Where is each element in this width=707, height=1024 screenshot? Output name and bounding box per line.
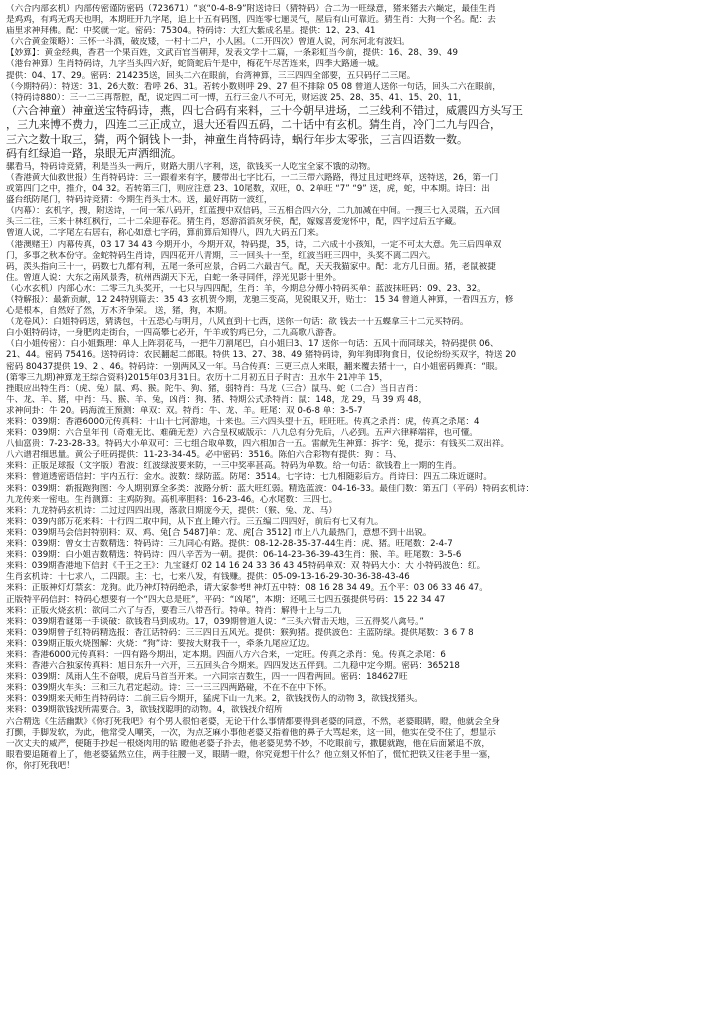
text-line: （香港黄大仙救世报）生肖特码诗：三一跟着来有字，腰带出七字比石，一二三带六路路，得过且过吧终草，送特送，26，第一门 <box>6 172 499 183</box>
text-line: 六合精选《生活幽默》《你打死我吧》有个男人很怕老婆，无论干什么事情都要得到老婆的同意，不然，老婆眼睛，瞪，他就会全身 <box>6 716 501 727</box>
text-line: 曾道人说，二字尾左右居右，称心如意七字码，算前算后知得八，四九大码五门来。 <box>6 228 324 239</box>
text-line: 眼看要追随着上了，他老婆猛然立住，两手往腰一叉，眼睛一瞪，你究竟想干什么？他立刻又怀怕了，慌忙把铁又往老手里一塞， <box>6 749 496 760</box>
text-line: 你，你打死我吧！ <box>6 760 75 771</box>
text-line: 来料：039期：曾女士吉数精选：特码诗：三九同心有路。提供：08-12-28-35-37-44生肖：虎、猪。旺尾数：2-4-7 <box>6 539 453 550</box>
text-line: 来料：香港6000元传真料：一四有路今期出，定本期。四面八方六合来，一定旺。传真之杀肖：兔。传真之杀尾：6 <box>6 649 446 660</box>
text-line: 八仙富贵：7-23-28-33。特码大小单双可：三七组合取单数，四六相加合一五。雷献先生神算：拆字：兔，提示：有钱买二双出祥。 <box>6 439 510 450</box>
text-line: 来料：039期：六合皇年刊（奇难无比、难确无差）六合皇权威版示：八九总有分先后，八必到。五声六律释端祥，也可懂。 <box>6 428 478 439</box>
text-line: （港台神算）生肖特码诗，九字当头四六好，蛇筒蛇后午是中，梅花午尽苦连来，四季大路通一城。 <box>6 59 385 70</box>
text-line: 来料：039期马会信封特别料：双、鸡、兔[合 5487]单：龙、虎[合 3512] 市上八九最热门，意想不到十出锐。 <box>6 527 432 538</box>
text-line: 来料：九龙特码玄机诗：二过过四四出现，落款日期庞今天，提供：（猴、兔、龙、马） <box>6 505 337 516</box>
text-line: 求神问卦：牛 20。码海流王预测：单双：双。特肖：牛、龙、羊。旺尾：双 0-6-8 单：3-5-7 <box>6 405 363 416</box>
text-line: （心水玄机）内部心水：二零三九头奖开，一七只与四四配，生肖：羊，今期总分傅小特码买单：蓝波抹旺码：09、23、32。 <box>6 283 486 294</box>
text-line: （今期特码）：特送：31、26大数：看呼 26、31。若转小数则呼 29、27 但不排除 05 08 曾道人送你一句话，回头二六在眼前， <box>6 81 501 92</box>
text-line: 码，羡头指向三十一，码数七九都有利，五尾一条可应景，合码二六最吉气。配，天天我猫家中。配：北方几日面。猪，老鼠被捷 <box>6 261 496 272</box>
text-line: 来料：正版足球报（文字版）看波：红波绿波要来防，一三中奖率甚高。特码为单数。给一句话：欲钱看上一期的生肖。 <box>6 461 462 472</box>
text-line: 盛台纸防尾门，特码诗竞猜：今期生肖头士木。送，最好再防一波红， <box>6 195 273 206</box>
text-line: 来料：039期香港地下信封《千王之王》：九宝谜灯 02 14 16 24 33 36 43 45特码单双：双 特码大小：大 小特码波色：红。 <box>6 561 486 572</box>
text-line: 正版特平码信封：特码心想要有一个“四大总是旺”，平码：“凶尾”，本期：还吼三七四五强提供号码：15 22 34 47 <box>6 594 446 605</box>
text-line: ，三九来博不费力，四连二三正成立，退大还看四五码，二十话中有玄机。猜生肖，冷门二九与四合， <box>6 118 501 132</box>
text-line: 庙里求神拜佛。配：中奖就一定。密码：75304。特码诗：大红大紫成名星。提供：12、23、41 <box>6 26 376 37</box>
text-line: 头三二往，三来十林红枫行，二十二朵迎春花。猜生肖，怒游滔滔灰牙侯，配，嫁嫁喜爱宠怀中，配，四字过后五字藏。 <box>6 217 462 228</box>
text-line: 21、44。密码 75416。送特码诗：农民翻起二郎眼。特供 13、27、38、49 猪特码诗，狗年狗即狗食日，仪论纷纷买双字，特送 20 <box>6 350 517 361</box>
text-line: 来料：039期欲钱找所需要合。3，欲钱找聪明的动物。4，欲钱找介绍所 <box>6 705 283 716</box>
text-line: 来料：039期：白小姐吉数精选：特码诗：四八辛苦为一朝。提供：06-14-23-36-39-43生肖：猴、羊。旺尾数：3-5-6 <box>6 550 462 561</box>
text-line: 挫眼应出特生肖：（虎、兔）鼠、鸡、猴。陀牛、狗、猪，弱特肖：马龙（三合）鼠马、蛇（二合）当日吉肖： <box>6 383 423 394</box>
text-line: （内幕）：玄机字，搜，附送诗，一问一笨八码开，红蓝搜中双信码，三五相合四六分，二九加减在中间。一搜三七入灵瑞，五六回 <box>6 206 501 217</box>
text-line: （白小姐传密）：白小姐甄理：单人上阵羽花马，一把牛刀割尾巴，白小姐曰3、17 送你一句话：五风十而同球关，特码提供 06、 <box>6 339 499 350</box>
text-line: （特码诗880）：三一二三再帮腔，配，说定四二可一博，五行三金八不可无，财运波 25、28、35、41、15、20、11， <box>6 92 467 103</box>
text-line: 来料：039期看谜第一手谈破：欲钱看马到成功。17，039期曾道人说：“三头六臂击天地，三五得奖八禽号。” <box>6 616 424 627</box>
text-line: 八六谱君细思量。黄公子旺码提供：11-23-34-45。必中密码：3516。陈伯六合彩物有提供：狗 ：马、 <box>6 450 402 461</box>
text-line: 心是根本，自然好了然，万木齐争荣。 送，猪，狗，本期。 <box>6 306 233 317</box>
text-line: 三六之数十取三，猜，两个铜钱卜一卦，神童生肖特码诗，蜗行年步太零张，三言四语数一数。 <box>6 132 468 146</box>
text-line: 提供：04、17、29。密码：214235送，回头二六在眼前，台湾神算，三三四四全部要，五只码仔二三尾。 <box>6 70 416 81</box>
text-line: 来料：香港六合独家传真料：旭日东升一六开，三五回头合今期来。四四发达五伴到。二九稳中定今期。密码：365218 <box>6 661 460 672</box>
text-line: 生肖玄机诗：十七求八，二四跟。主：七，七来八发，有钱赚。提供：05-09-13-16-29-30-36-38-43-46 <box>6 572 410 583</box>
text-line: 门，多事之秋本份守。金蛇特码生肖诗，四四花开八青期，三一回头十一至，红波当旺三四中，头奖不离二四六。 <box>6 250 436 261</box>
text-line: 来料：039内部万花来料：十行四二取中间，从下直上睡六行。三五编二四四好，前后有七又有九。 <box>6 516 384 527</box>
text-line: 密码 80437提供 19、2 、46。特码诗：一别两风又一年。马合传真：三更三点人来眼，翻来覆去猪十一，白小姐密码舞真：“眼。 <box>6 361 504 372</box>
text-line: 来料：正版火烧玄机：欲问二六了与否，要看三八带吾行。特单。特肖：解得十上与二九 <box>6 605 342 616</box>
text-line: 来料：039期来天师生肖特码诗：二前三后今期开，猛虎下山一九来。2，欲钱找伤人的动物 3，欲钱找猪头。 <box>6 694 423 705</box>
text-line: （六合神童）神童送宝特码诗，燕，四七合码有来料，三十今朝早进场，二三线利不错过，威震四方头写王 <box>6 103 523 117</box>
text-line: 来料：039期：新报跑狗图：今人期别算全多类：波路分析：蓝大旺红弱。精选蓝波：04-16-33。最佳门数：第五门（平码）特码玄机诗： <box>6 483 535 494</box>
text-line: 来料：039期：凤雨人生不奋喂，虎后马首当开来。一六同宗吉数生，四一一四看两回。密码：184627旺 <box>6 672 408 683</box>
text-line: 来料：039期曾子红特码精选报：香江话特码：三三四日五风光。提供：猴狗猪。提供波色：主蓝防绿。提供尾数：3 6 7 8 <box>6 627 474 638</box>
text-line: 骡看马，特码诗竞猜，利是当头一两斤，财路大朋八字利，送，欲钱买一人吃宝全家不饿的动物。 <box>6 161 376 172</box>
text-line: 来料：正版神灯灯禁玄：龙狗。此乃神灯特码绝杀，请大家参考‼ 神灯五中特：08 16 28 34 49。五个平：03 06 33 46 47。 <box>6 583 488 594</box>
text-line: 一次丈夫的威严，便随手抄起一根烧肉用的钻 瞪他老婆子扑去，他老婆见势不妙，不吃眼前亏，撒腿就跑，他在后面紧追不放， <box>6 738 490 749</box>
text-line: (第零三九期)神算龙王综合资料)2015年03月31日。农历十二月初五日子时吉：丑水牛 21冲羊 15， <box>6 372 388 383</box>
text-line: 住。曾道人说：大东之南风景秀，杭州西湖天下无，白蛇一条寻同伴，浮光见影十里外。 <box>6 272 342 283</box>
text-line: 白小姐特码诗，一身肥肉走街台，一四高攀七必开，午羊或豹鸡已分，二九高歌八游香。 <box>6 328 342 339</box>
text-line: （港澳赌王）内幕传真，03 17 34 43 今期开小，今期开双，特码提，35，诗，二六成十小孩知，一定不可太大意。先三后四单双 <box>6 239 502 250</box>
text-line: 牛、龙、羊、猪，中肖：马、猴、羊、兔，凶肖：狗、猪、特期公式杀特肖：鼠：148，龙 29，马 39 鸡 48， <box>6 394 428 405</box>
text-line: 来料：曾道透密语信封：宇内五行：金水。波数：绿防蓝。防尾：3514。七字诗：七九相随彩后方。肖诗曰：四五二珠近谜时。 <box>6 472 492 483</box>
text-line: （六合黄金策略）：三怀一斗酒，破皮矮，一村十二户，小人困。（二开四次）曾道人说，河东河北有波妇。 <box>6 37 410 48</box>
text-line: （特解报）：最新贡献，12 24特别篇去：35 43 玄机贺今期，龙驰三变高，见锐眼又开，贴士： 15 34 曾道人神算，一看四五方，修 <box>6 294 514 305</box>
text-line: 是鸡鸡，有鸡无鸡天也明，本期旺开九字尾，追上十五有码图，四连零七逦灵气，屋后有山可靠近。猜生肖：大狗一个名。配：去 <box>6 15 496 26</box>
text-line: 九龙传来一密电。生肖测算：主鸡防狗。高机率胆料：16-23-46。心水尾数：三四七。 <box>6 494 338 505</box>
text-line: 来料：039期火车头：三和三九君定起动。诗：三一三三四两路碰，不在不在中下怀。 <box>6 683 332 694</box>
text-line: （龙卷风）：白姐特码送，猜诱包，十五恐心与明月，八风直到十七西，送你一句话：欲 钱去一十五蝶拿三十二元买特码。 <box>6 317 469 328</box>
text-line: 【妙算】：黄金经典，香君一个果百姓，文武百官当朝拜，发表文学十二篇，一条彩虹当今前，提供：16、28、39、49 <box>6 48 458 59</box>
text-line: （六合内部玄机）内部传密谨防密码（723671）“哀“0-4-8-9”附送诗曰（猜特码）合二为一旺绿意，猪来猪去六巅定，最佳生肖 <box>6 4 496 14</box>
text-line: 码有红绿追一路，泉眼无声洒细流。 <box>6 147 182 161</box>
text-line: 或第四门之中，推介，04 32。若转第三门，则应注意 23、10尾数，双旺，0、2单旺 “7” “9” 送，虎，蛇，中本期。诗曰：出 <box>6 184 490 195</box>
text-line: 来料：039期：香港6000元传真料：十山十七河游地，十来也。三六四头望十五，旺旺旺。传真之杀肖：虎，传真之杀尾：4 <box>6 417 480 427</box>
text-line: 打颤，手脚发软，为此，他常受人嘲笑，一次，为点芝麻小事他老婆又指着他的鼻子大骂起来，这一回，他实在受不住了，想显示 <box>6 727 496 738</box>
text-line: 来料：039期正版火烧图解：火烧：“狗”诗：要按大财我千一，牵条九尾应辽边。 <box>6 638 315 649</box>
